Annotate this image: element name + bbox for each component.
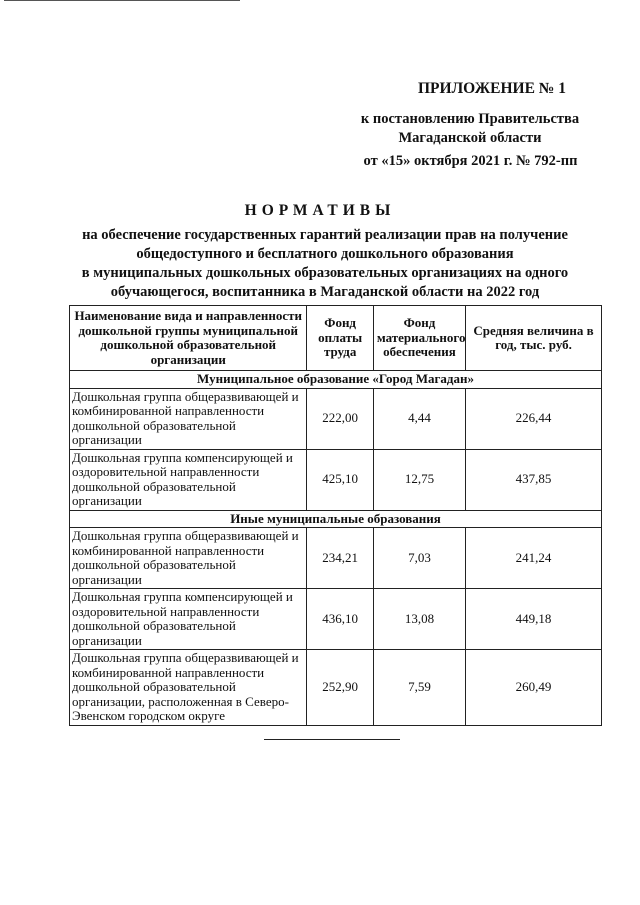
resolution-date: от «15» октября 2021 г. № 792-пп xyxy=(363,153,578,169)
group-title: Муниципальное образование «Город Магадан» xyxy=(70,371,602,389)
subtitle-line-3: в муниципальных дошкольных образовательных организациях на одного xyxy=(81,265,569,281)
document-title: НОРМАТИВЫ xyxy=(244,202,396,219)
row-material-fund: 13,08 xyxy=(373,589,465,650)
row-material-fund: 4,44 xyxy=(373,388,465,449)
group-row xyxy=(70,510,602,528)
row-name: Дошкольная группа общеразвивающей и комбинированной направленности дошкольной образовательной организации xyxy=(70,388,307,449)
row-average: 241,24 xyxy=(466,528,602,589)
norms-table xyxy=(69,305,602,726)
table-header-row xyxy=(70,306,602,371)
scan-edge-line xyxy=(4,0,240,1)
row-material-fund: 7,59 xyxy=(373,650,465,726)
resolution-reference-line-2: Магаданской области xyxy=(398,130,542,146)
row-wage-fund: 234,21 xyxy=(307,528,373,589)
subtitle-line-2: общедоступного и бесплатного дошкольного образования xyxy=(136,246,514,262)
row-average: 449,18 xyxy=(466,589,602,650)
table-row xyxy=(70,650,602,726)
table-row xyxy=(70,589,602,650)
row-name: Дошкольная группа компенсирующей и оздоровительной направленности дошкольной образовательной организации xyxy=(70,449,307,510)
row-average: 437,85 xyxy=(466,449,602,510)
table-row xyxy=(70,449,602,510)
resolution-reference xyxy=(355,110,585,148)
resolution-reference-line-1: к постановлению Правительства xyxy=(360,111,580,127)
group-row xyxy=(70,371,602,389)
row-average: 260,49 xyxy=(466,650,602,726)
table-row xyxy=(70,528,602,589)
subtitle-line-1: на обеспечение государственных гарантий реализации прав на получение xyxy=(82,227,568,243)
row-wage-fund: 252,90 xyxy=(307,650,373,726)
row-material-fund: 7,03 xyxy=(373,528,465,589)
row-average: 226,44 xyxy=(466,388,602,449)
row-name: Дошкольная группа общеразвивающей и комбинированной направленности дошкольной образовательной организации, расположенная в Северо-Эвенском городском округе xyxy=(70,650,307,726)
row-name: Дошкольная группа компенсирующей и оздоровительной направленности дошкольной образовательной организации xyxy=(70,589,307,650)
row-wage-fund: 425,10 xyxy=(307,449,373,510)
row-wage-fund: 222,00 xyxy=(307,388,373,449)
header-wage-fund: Фонд оплаты труда xyxy=(307,306,373,371)
header-material-fund: Фонд материального обеспечения xyxy=(373,306,465,371)
table-row xyxy=(70,388,602,449)
header-name: Наименование вида и направленности дошкольной группы муниципальной дошкольной образовательной организации xyxy=(70,306,307,371)
document-subtitle xyxy=(60,226,590,302)
group-title: Иные муниципальные образования xyxy=(70,510,602,528)
appendix-heading: ПРИЛОЖЕНИЕ № 1 xyxy=(418,80,566,97)
subtitle-line-4: обучающегося, воспитанника в Магаданской области на 2022 год xyxy=(110,284,540,300)
row-name: Дошкольная группа общеразвивающей и комбинированной направленности дошкольной образовательной организации xyxy=(70,528,307,589)
header-average: Средняя величина в год, тыс. руб. xyxy=(466,306,602,371)
row-material-fund: 12,75 xyxy=(373,449,465,510)
row-wage-fund: 436,10 xyxy=(307,589,373,650)
end-divider xyxy=(264,739,400,740)
